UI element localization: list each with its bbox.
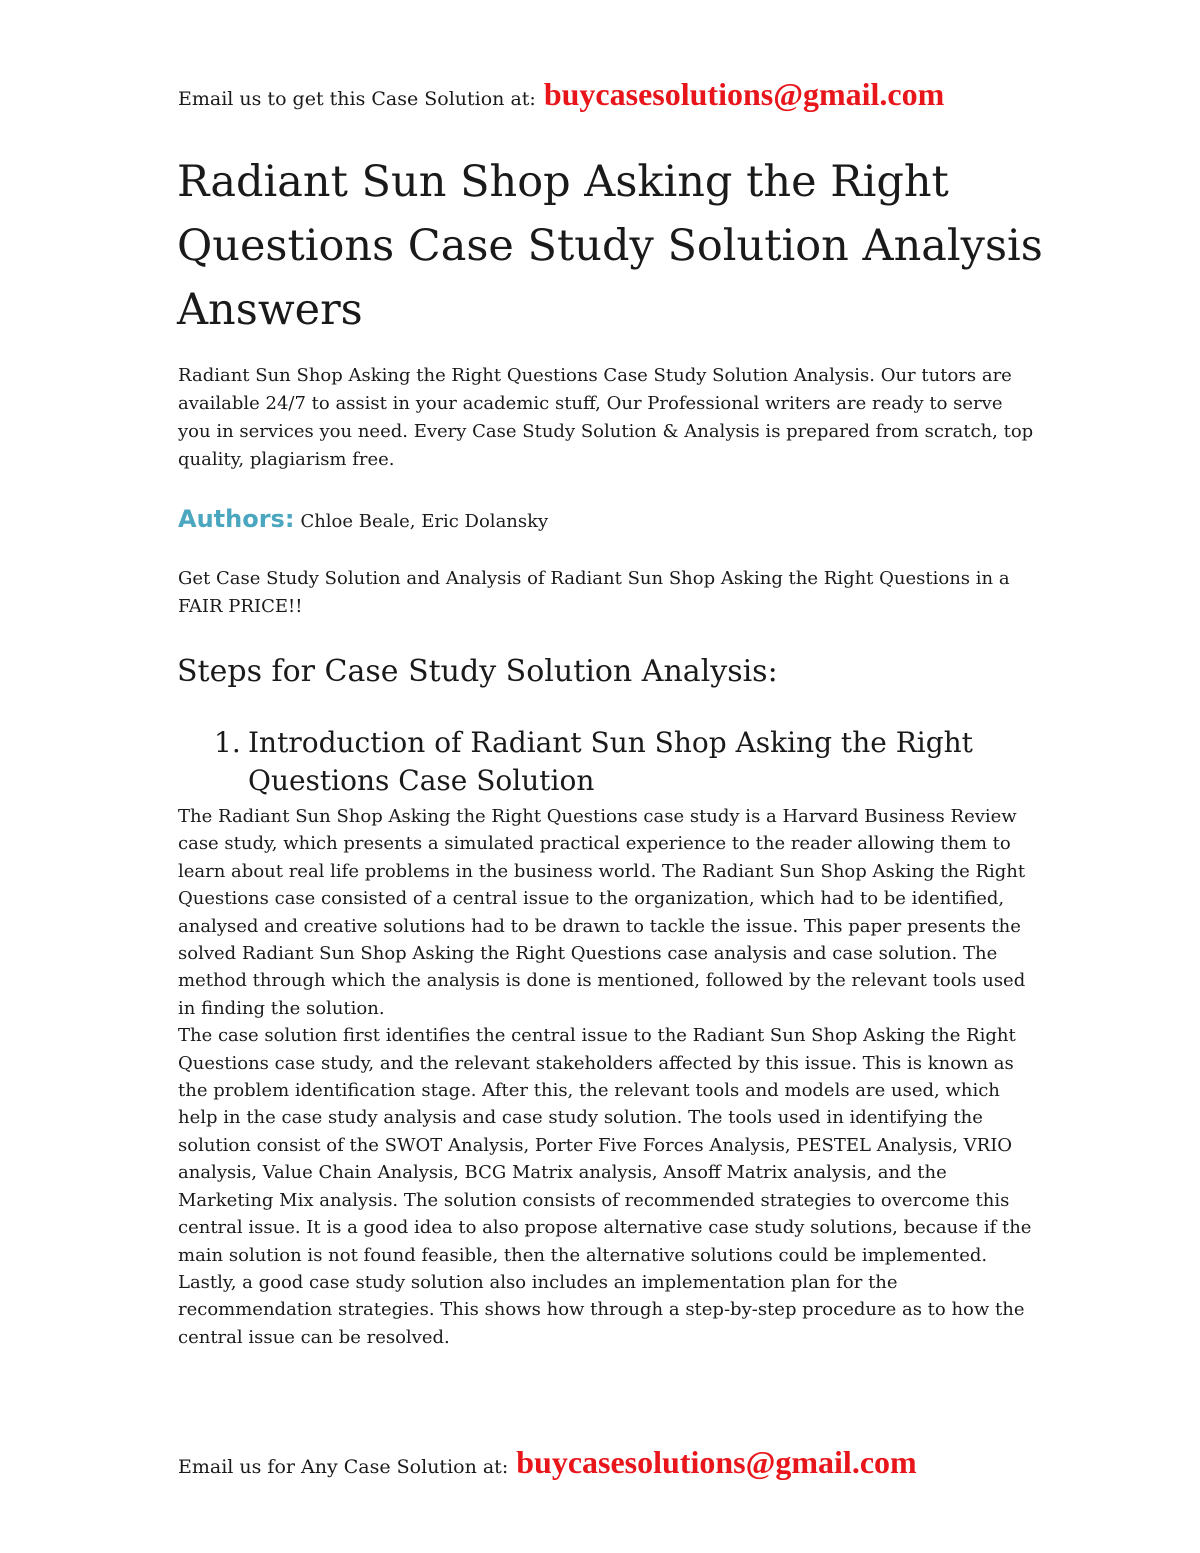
header-email-line bbox=[178, 78, 944, 110]
body-paragraph-2: The case solution first identifies the central issue to the Radiant Sun Shop Asking the Right Questions case study, and the relevant stakeholders affected by this issue. This is known as the problem identification stage. After this, the relevant tools and models are used, which help in the case study analysis and case study solution. The tools used in identifying the solution consist of the SWOT Analysis, Porter Five Forces Analysis, PESTEL Analysis, VRIO analysis, Value Chain Analysis, BCG Matrix analysis, Ansoff Matrix analysis, and the Marketing Mix analysis. The solution consists of recommended strategies to overcome this central issue. It is a good idea to also propose alternative case study solutions, because if the main solution is not found feasible, then the alternative solutions could be implemented. Lastly, a good case study solution also includes an implementation plan for the recommendation strategies. This shows how through a step-by-step procedure as to how the central issue can be resolved. bbox=[178, 1025, 1032, 1348]
steps-heading: Steps for Case Study Solution Analysis: bbox=[177, 654, 778, 689]
footer-email-link[interactable]: buycasesolutions@gmail.com bbox=[516, 1444, 917, 1480]
step-1-heading bbox=[214, 724, 1034, 800]
authors-label: Authors: bbox=[178, 505, 295, 533]
header-email-link[interactable]: buycasesolutions@gmail.com bbox=[543, 76, 945, 112]
intro-paragraph: Radiant Sun Shop Asking the Right Questions Case Study Solution Analysis. Our tutors are available 24/7 to assist in your academic stuff, Our Professional writers are ready to serve you in services you need. Every Case Study Solution & Analysis is prepared from scratch, top quality, plagiarism free. bbox=[178, 365, 1034, 470]
authors-names: Chloe Beale, Eric Dolansky bbox=[300, 511, 549, 532]
authors-line bbox=[178, 505, 548, 536]
header-email-prefix: Email us to get this Case Solution at: bbox=[178, 88, 536, 110]
body-paragraph-1: The Radiant Sun Shop Asking the Right Questions case study is a Harvard Business Review case study, which presents a simulated practical experience to the reader allowing them to learn about real life problems in the business world. The Radiant Sun Shop Asking the Right Questions case consisted of a central issue to the organization, which had to be identified, analysed and creative solutions had to be drawn to tackle the issue. This paper presents the solved Radiant Sun Shop Asking the Right Questions case analysis and case solution. The method through which the analysis is done is mentioned, followed by the relevant tools used in finding the solution. bbox=[178, 806, 1026, 1019]
footer-email-prefix: Email us for Any Case Solution at: bbox=[178, 1456, 509, 1478]
footer-email-line bbox=[178, 1446, 917, 1478]
step-1-body bbox=[178, 803, 1034, 1351]
step-1-title: Introduction of Radiant Sun Shop Asking the Right Questions Case Solution bbox=[248, 726, 973, 797]
page-title: Radiant Sun Shop Asking the Right Questions Case Study Solution Analysis Answers bbox=[177, 157, 1043, 335]
step-1-number: 1. bbox=[214, 726, 241, 759]
promo-paragraph: Get Case Study Solution and Analysis of Radiant Sun Shop Asking the Right Questions in a FAIR PRICE!! bbox=[178, 568, 1010, 617]
